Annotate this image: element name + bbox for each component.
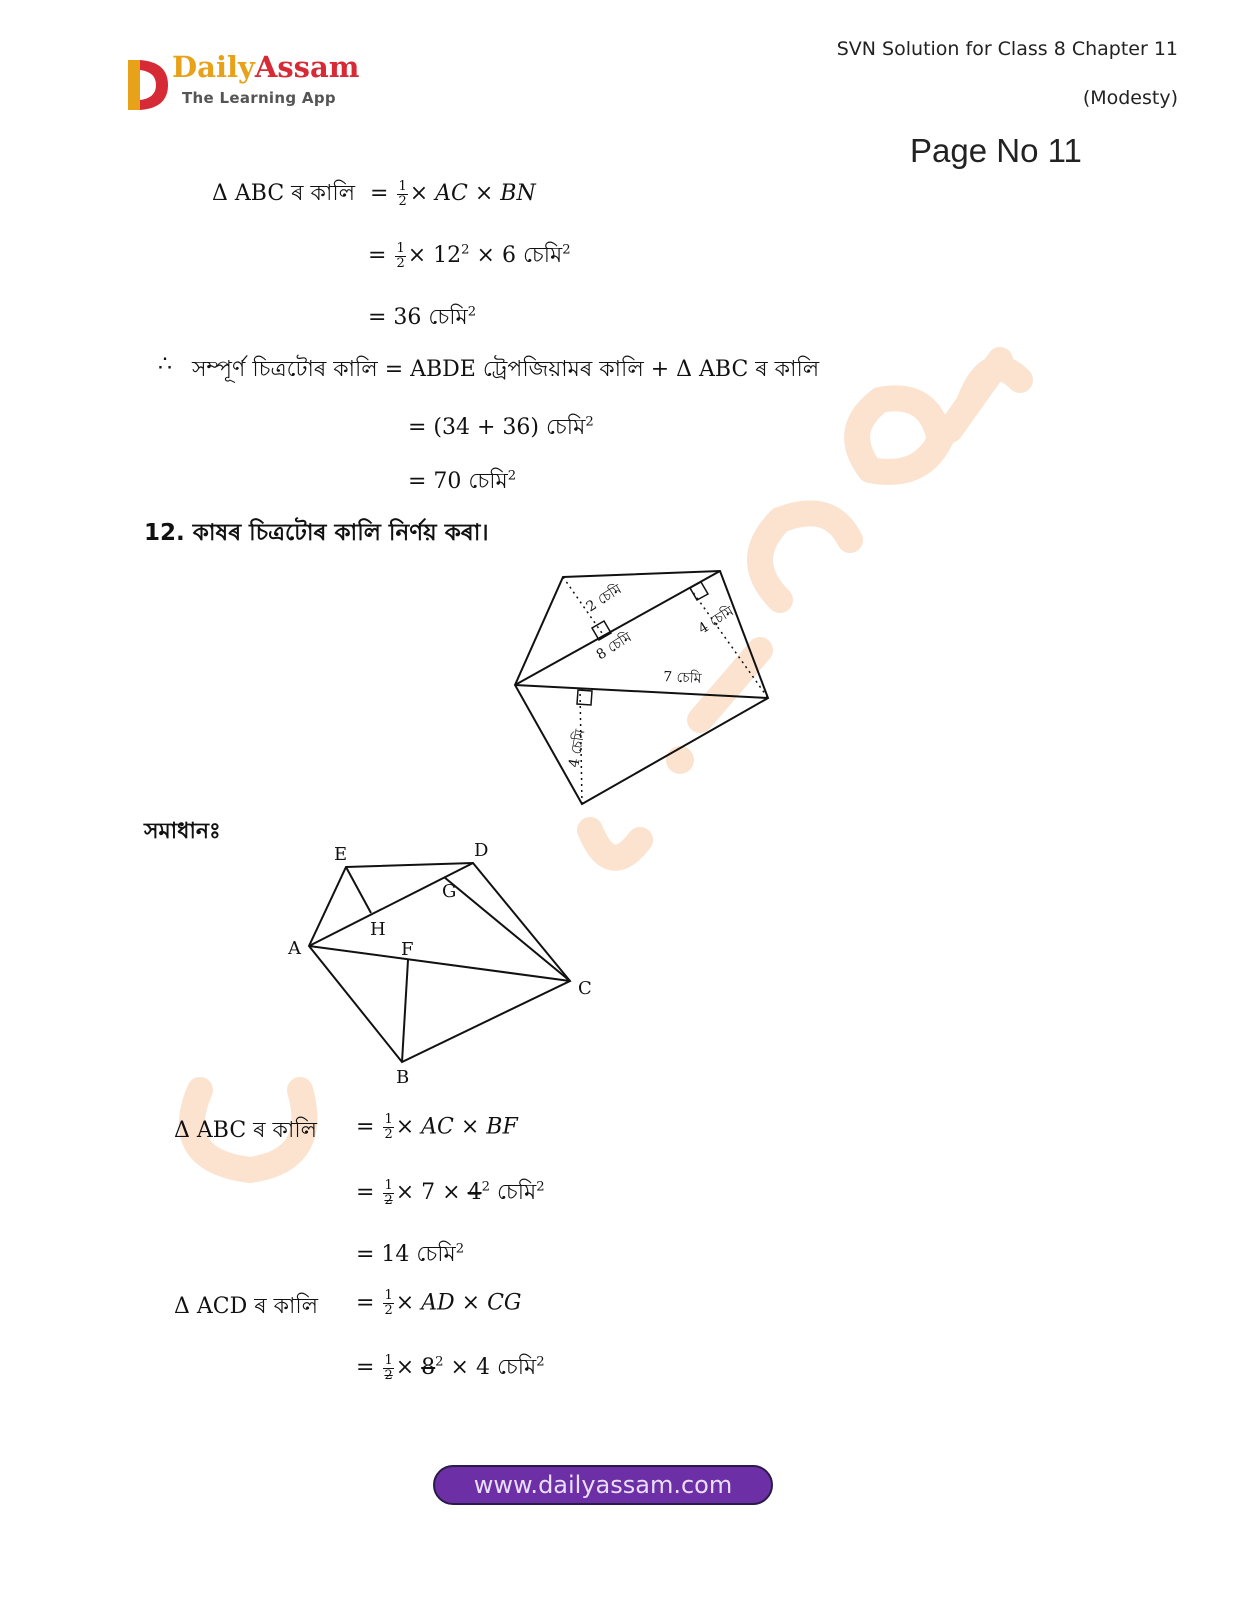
vertex-c: C — [578, 978, 592, 999]
fig1-label-4cm-right: 4 চেমি — [695, 603, 737, 638]
fig1-label-2cm: 2 চেমি — [583, 581, 625, 616]
website-link-button[interactable]: www.dailyassam.com — [433, 1465, 773, 1505]
vertex-a: A — [288, 938, 301, 959]
abc-line-2: = $\frac{1}{2}$ × $7 \times 4^2$ চেমি$^2$ — [356, 1177, 545, 1208]
vertex-e: E — [334, 844, 348, 865]
abc-line-3: = 14 চেমি$^2$ — [356, 1241, 465, 1267]
vertex-f: F — [401, 939, 414, 960]
question-title: 12. কাষৰ চিত্ৰটোৰ কালি নিৰ্ণয় কৰা। — [144, 520, 489, 546]
abc-line-1: = $\frac{1}{2}$ × AC × BF — [356, 1112, 518, 1142]
document-subtitle: (Modesty) — [1082, 87, 1178, 109]
acd-line-1: = $\frac{1}{2}$ × AD × CG — [356, 1288, 522, 1318]
fig1-label-7cm: 7 চেমি — [662, 669, 702, 688]
document-title: SVN Solution for Class 8 Chapter 11 — [836, 38, 1178, 60]
math-line-1: Δ ABC ৰ কালি = $\frac{1}{2}$ × AC × BN — [212, 178, 536, 209]
vertex-b: B — [396, 1067, 410, 1088]
figure-pentagon-labeled — [280, 840, 600, 1090]
math-line-3: = 36 চেমি$^2$ — [368, 304, 477, 330]
acd-line-2: = $\frac{1}{2}$ × $8^2 \times 4$ চেমি$^2$ — [356, 1352, 545, 1383]
vertex-h: H — [370, 919, 386, 940]
therefore-symbol: ∴ — [158, 352, 172, 377]
vertex-g: G — [442, 881, 457, 902]
abc-area-label: Δ ABC ৰ কালি — [174, 1118, 318, 1143]
vertex-d: D — [474, 840, 489, 861]
math-line-6: = 70 চেমি$^2$ — [408, 468, 517, 494]
page-number: Page No 11 — [910, 132, 1082, 169]
logo-icon — [126, 58, 170, 112]
acd-area-label: Δ ACD ৰ কালি — [174, 1294, 319, 1319]
fig1-label-8cm: 8 চেমি — [593, 629, 635, 664]
brand-name: DailyAssam — [172, 50, 360, 84]
math-line-5: = (34 + 36) চেমি$^2$ — [408, 414, 594, 440]
figure-pentagon-measurements — [500, 560, 790, 810]
fig1-label-4cm-bottom: 4 চেমি — [566, 728, 589, 769]
math-line-2: = $\frac{1}{2}$ × $12^2 \times 6$ চেমি$^2$ — [368, 240, 571, 271]
brand-tagline: The Learning App — [182, 89, 336, 107]
math-line-4: সম্পূৰ্ণ চিত্ৰটোৰ কালি = ABDE ট্ৰেপজিয়ামৰ কালি + Δ ABC ৰ কালি — [192, 357, 820, 382]
solution-title: সমাধানঃ — [144, 819, 221, 844]
